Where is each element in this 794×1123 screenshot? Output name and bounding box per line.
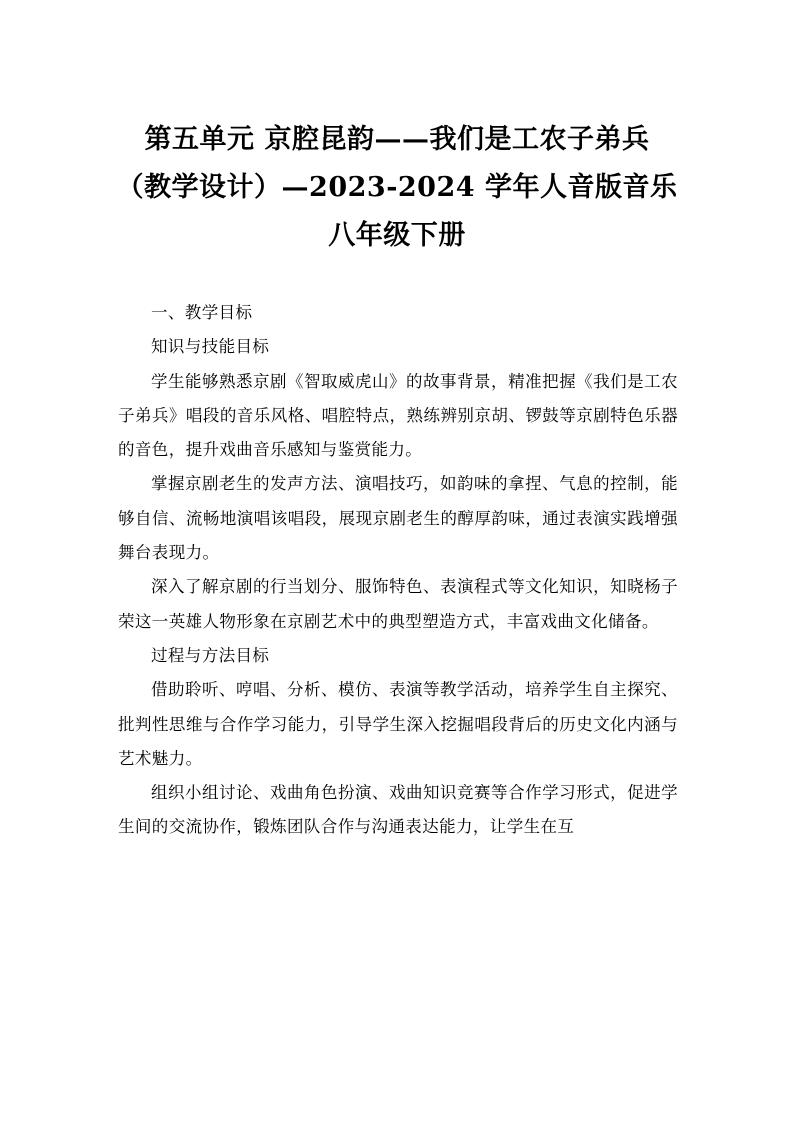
document-body xyxy=(118,296,678,845)
paragraph: 掌握京剧老生的发声方法、演唱技巧，如韵味的拿捏、气息的控制，能够自信、流畅地演唱该唱段，展现京剧老生的醇厚韵味，通过表演实践增强舞台表现力。 xyxy=(118,474,678,563)
subheading-knowledge-skills: 知识与技能目标 xyxy=(151,337,270,357)
subheading-process-method: 过程与方法目标 xyxy=(151,645,270,665)
paragraph: 学生能够熟悉京剧《智取威虎山》的故事背景，精准把握《我们是工农子弟兵》唱段的音乐风格、唱腔特点，熟练辨别京胡、锣鼓等京剧特色乐器的音色，提升戏曲音乐感知与鉴赏能力。 xyxy=(118,371,678,460)
paragraph: 借助聆听、哼唱、分析、模仿、表演等教学活动，培养学生自主探究、批判性思维与合作学习能力，引导学生深入挖掘唱段背后的历史文化内涵与艺术魅力。 xyxy=(118,680,678,768)
document-title xyxy=(110,116,684,260)
section-heading-teaching-goals: 一、教学目标 xyxy=(151,303,253,322)
paragraph: 组织小组讨论、戏曲角色扮演、戏曲知识竞赛等合作学习形式，促进学生间的交流协作，锻炼团队合作与沟通表达能力，让学生在互 xyxy=(118,783,678,837)
title-line-1: 第五单元 京腔昆韵——我们是工农子弟兵 xyxy=(144,124,650,155)
title-line-3: 八年级下册 xyxy=(328,220,466,251)
paragraph: 深入了解京剧的行当划分、服饰特色、表演程式等文化知识，知晓杨子荣这一英雄人物形象在京剧艺术中的典型塑造方式，丰富戏曲文化储备。 xyxy=(118,577,678,631)
title-line-2: （教学设计）—2023-2024 学年人音版音乐 xyxy=(116,172,678,203)
